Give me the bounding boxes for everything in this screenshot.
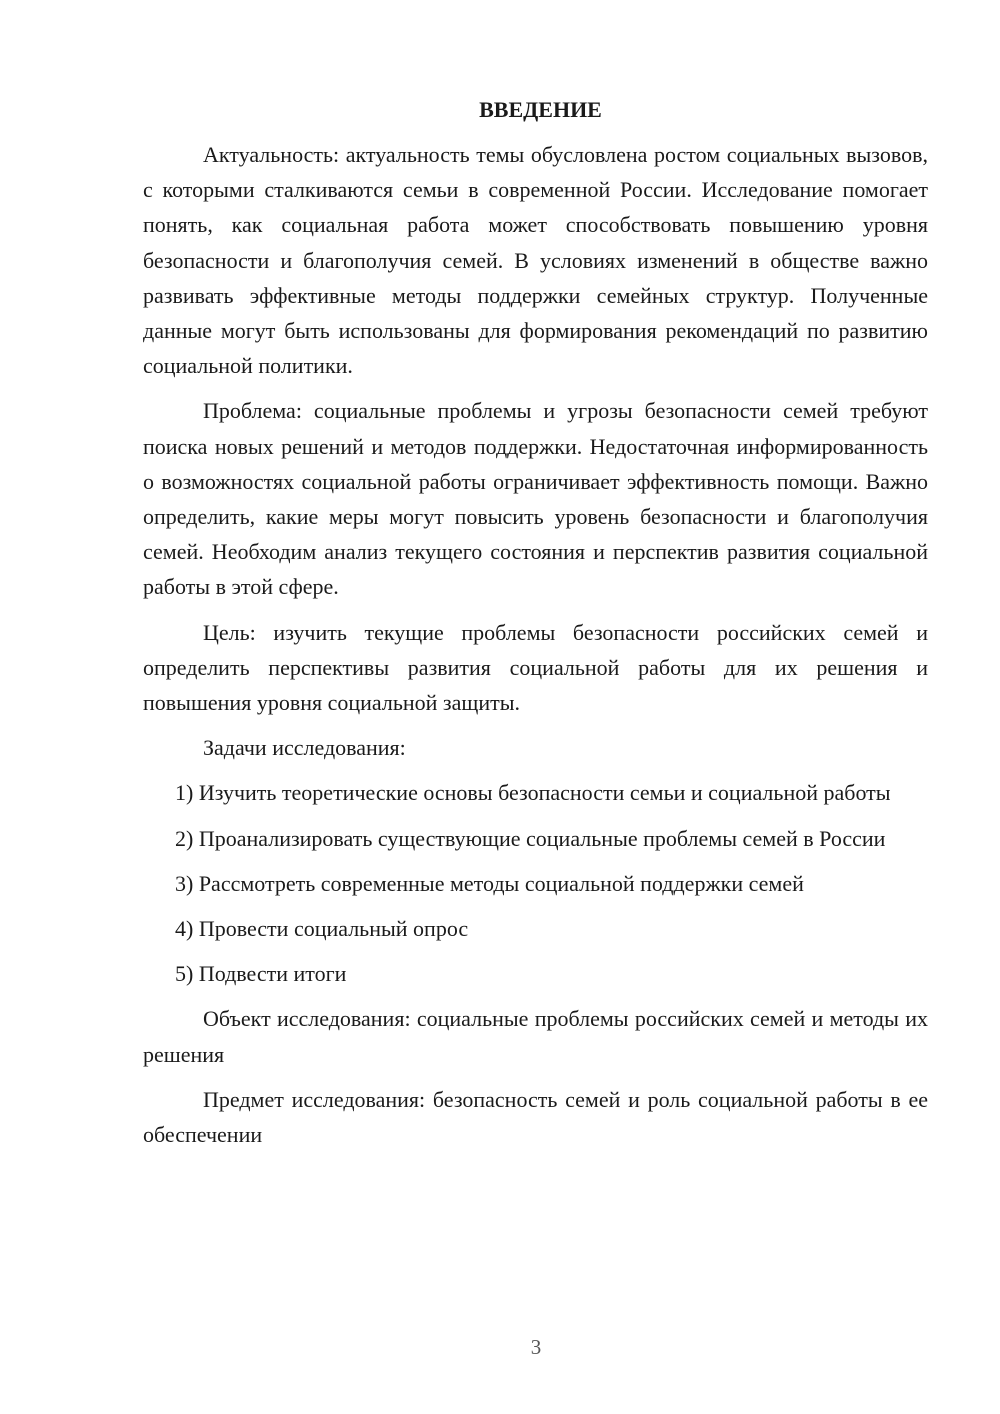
tasks-heading: Задачи исследования: [203,735,406,761]
page-number: 3 [530,1335,542,1359]
relevance-paragraph: Актуальность: актуальность темы обусловлена ростом социальных вызовов, с которыми сталкиваются семьи в современной России. Исследование помогает понять, как социальная работа может способствовать повышению уровня безопасности и благополучия семей. В условиях изменений в обществе важно развивать эффективные методы поддержки семейных структур. Полученные данные могут быть использованы для формирования рекомендаций по развитию социальной политики. [143,142,928,379]
tasks-list [143,775,928,991]
document-page [143,92,928,1152]
page-title: ВВЕДЕНИЕ [479,97,602,122]
object-paragraph: Объект исследования: социальные проблемы российских семей и методы их решения [143,1006,928,1067]
list-item: 2) Проанализировать существующие социальные проблемы семей в России [175,825,886,851]
list-item: 5) Подвести итоги [175,961,347,987]
problem-paragraph: Проблема: социальные проблемы и угрозы безопасности семей требуют поиска новых решений и методов поддержки. Недостаточная информированность о возможностях социальной работы ограничивает эффективность помощи. Важно определить, какие меры могут повысить уровень безопасности и благополучия семей. Необходим анализ текущего состояния и перспектив развития социальной работы в этой сфере. [143,398,928,600]
list-item: 3) Рассмотреть современные методы социальной поддержки семей [175,870,804,896]
subject-paragraph: Предмет исследования: безопасность семей и роль социальной работы в ее обеспечении [143,1086,928,1148]
list-item: 1) Изучить теоретические основы безопасности семьи и социальной работы [175,780,891,806]
list-item: 4) Провести социальный опрос [175,916,469,942]
goal-paragraph: Цель: изучить текущие проблемы безопасности российских семей и определить перспективы развития социальной работы для их решения и повышения уровня социальной защиты. [143,619,928,716]
